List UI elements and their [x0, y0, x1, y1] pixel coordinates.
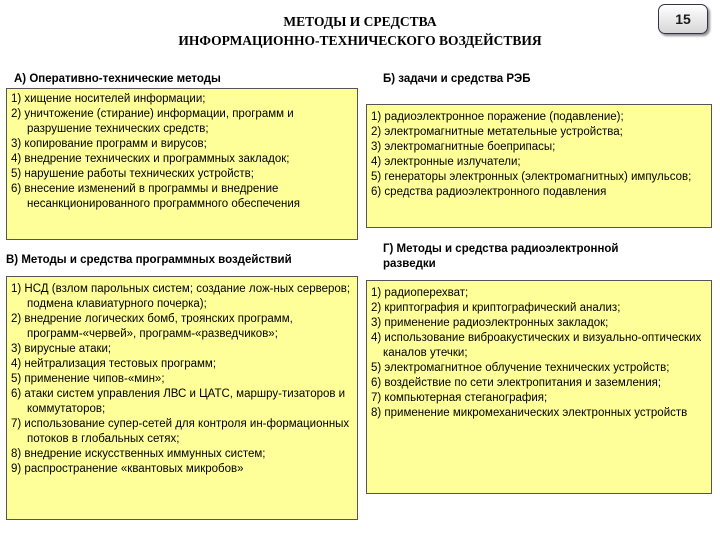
list-item: 3) копирование программ и вирусов; — [11, 138, 207, 150]
list-item: 4) внедрение технических и программных закладок; — [11, 153, 290, 165]
list-item: 5) электромагнитное облучение технических устройств; — [371, 362, 670, 374]
list-item: 6) воздействие по сети электропитания и заземления; — [371, 377, 662, 389]
list-item: 3) вирусные атаки; — [11, 343, 112, 355]
list-item: 5) генераторы электронных (электромагнитных) импульсов; — [371, 171, 692, 183]
list-item: 2) внедрение логических бомб, троянских программ, программ-«червей», программ-«разведчиков»; — [11, 313, 293, 340]
list-item: 4) электронные излучатели; — [371, 156, 521, 168]
list-item: 4) использование виброакустических и визуально-оптических каналов утечки; — [371, 332, 702, 359]
section-d-heading-line-1: Г) Методы и средства радиоэлектронной — [383, 243, 619, 255]
list-item: 1) НСД (взлом парольных систем; создание лож-ных серверов; подмена клавиатурного почерка); — [11, 283, 351, 310]
list-item: 3) применение радиоэлектронных закладок; — [371, 317, 609, 329]
list-item: 7) использование супер-сетей для контроля ин-формационных потоков в глобальных сетях; — [11, 418, 350, 445]
section-d-heading-line-2: разведки — [383, 258, 436, 270]
list-item: 6) средства радиоэлектронного подавления — [371, 186, 607, 198]
list-item: 2) уничтожение (стирание) информации, программ и разрушение технических средств; — [11, 108, 294, 135]
list-item: 2) электромагнитные метательные устройства; — [371, 126, 623, 138]
list-item: 8) применение микромеханических электронных устройств — [371, 407, 688, 419]
list-item: 2) криптография и криптографический анализ; — [371, 302, 621, 314]
section-c-box — [6, 276, 358, 520]
section-a-heading: А) Оперативно-технические методы — [14, 73, 221, 85]
list-item: 8) внедрение искусственных иммунных систем; — [11, 448, 266, 460]
title-line-1: МЕТОДЫ И СРЕДСТВА — [283, 14, 437, 29]
list-item: 4) нейтрализация тестовых программ; — [11, 358, 217, 370]
list-item: 7) компьютерная стеганография; — [371, 392, 548, 404]
list-item: 5) применение чипов-«мин»; — [11, 373, 165, 385]
list-item: 1) хищение носителей информации; — [11, 93, 206, 105]
section-c-heading: В) Методы и средства программных воздействий — [6, 254, 292, 266]
title-line-2: ИНФОРМАЦИОННО-ТЕХНИЧЕСКОГО ВОЗДЕЙСТВИЯ — [178, 33, 542, 48]
section-b-heading: Б) задачи и средства РЭБ — [383, 73, 531, 85]
list-item: 1) радиоэлектронное поражение (подавление); — [371, 111, 624, 123]
list-item: 6) внесение изменений в программы и внедрение несанкционированного программного обеспечения — [11, 183, 300, 210]
section-d-box — [366, 280, 712, 494]
list-item: 6) атаки систем управления ЛВС и ЦАТС, маршру-тизаторов и коммутаторов; — [11, 388, 346, 415]
section-a-box — [6, 88, 358, 240]
section-d-heading — [383, 242, 619, 272]
page-number-badge: 15 — [658, 4, 708, 34]
list-item: 3) электромагнитные боеприпасы; — [371, 141, 556, 153]
section-b-box — [366, 104, 712, 228]
list-item: 5) нарушение работы технических устройств; — [11, 168, 254, 180]
page-title — [120, 12, 600, 50]
list-item: 9) распространение «квантовых микробов» — [11, 463, 244, 475]
list-item: 1) радиоперехват; — [371, 287, 469, 299]
